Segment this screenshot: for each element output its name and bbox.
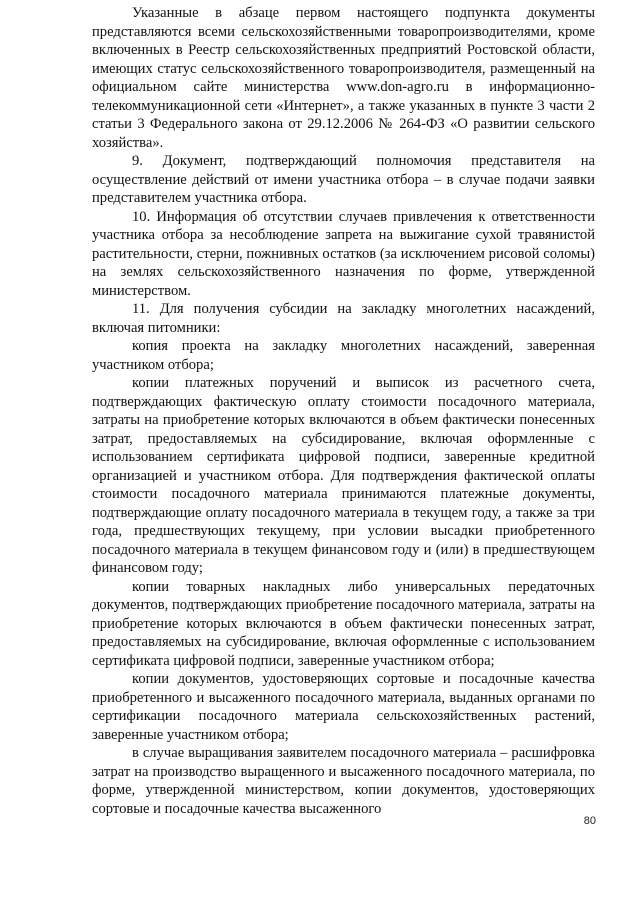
paragraph-project-copy: копия проекта на закладку многолетних насаждений, заверенная участником отбора; (92, 338, 595, 373)
paragraph-documents-submission: Указанные в абзаце первом настоящего подпункта документы представляются всеми сельскохозяйственными товаропроизводителями, кроме включенных в Реестр сельскохозяйственных предприятий Ростовской области, имеющих статус сельскохозяйственного товаропроизводителя, размещенный на официальном сайте министерства www.don-agro.ru в информационно-телекоммуникационной сети «Интернет», а также указанных в пункте 3 части 2 статьи 3 Федерального закона от 29.12.2006 № 264-ФЗ «О развитии сельского хозяйства». (92, 5, 595, 151)
page-number: 80 (583, 815, 596, 827)
paragraph-payment-orders: копии платежных поручений и выписок из расчетного счета, подтверждающих фактическую оплату стоимости посадочного материала, затраты на приобретение которых включаются в объем фактически понесенных затрат, предоставляемых на субсидирование, включая оформленные с использованием сертификата цифровой подписи, заверенные кредитной организацией и участником отбора. Для подтверждения фактической оплаты стоимости посадочного материала принимаются платежные документы, подтверждающие оплату посадочного материала в текущем году, а также за три года, предшествующих текущему, при условии высадки приобретенного посадочного материала в текущем финансовом году и (или) в предшествующем финансовом году; (92, 375, 595, 576)
paragraph-item-11: 11. Для получения субсидии на закладку многолетних насаждений, включая питомники: (92, 301, 595, 336)
document-body (92, 4, 595, 818)
paragraph-own-cultivation: в случае выращивания заявителем посадочного материала – расшифровка затрат на производство выращенного и высаженного посадочного материала, по форме, утвержденной министерством, копии документов, удостоверяющих сортовые и посадочные качества высаженного (92, 745, 595, 817)
paragraph-item-10: 10. Информация об отсутствии случаев привлечения к ответственности участника отбора за несоблюдение запрета на выжигание сухой травянистой растительности, стерни, пожнивных остатков (за исключением рисовой соломы) на землях сельскохозяйственного назначения по форме, утвержденной министерством. (92, 208, 595, 299)
paragraph-item-9: 9. Документ, подтверждающий полномочия представителя на осуществление действий от имени участника отбора – в случае подачи заявки представителем участника отбора. (92, 153, 595, 206)
paragraph-quality-documents: копии документов, удостоверяющих сортовые и посадочные качества приобретенного и высаженного посадочного материала, выданных органами по сертификации посадочного материала сельскохозяйственных растений, заверенные участником отбора; (92, 671, 595, 743)
paragraph-waybills: копии товарных накладных либо универсальных передаточных документов, подтверждающих приобретение посадочного материала, затраты на приобретение которых включаются в объем фактически понесенных затрат, предоставляемых на субсидирование, включая оформленные с использованием сертификата цифровой подписи, заверенные участником отбора; (92, 578, 595, 669)
